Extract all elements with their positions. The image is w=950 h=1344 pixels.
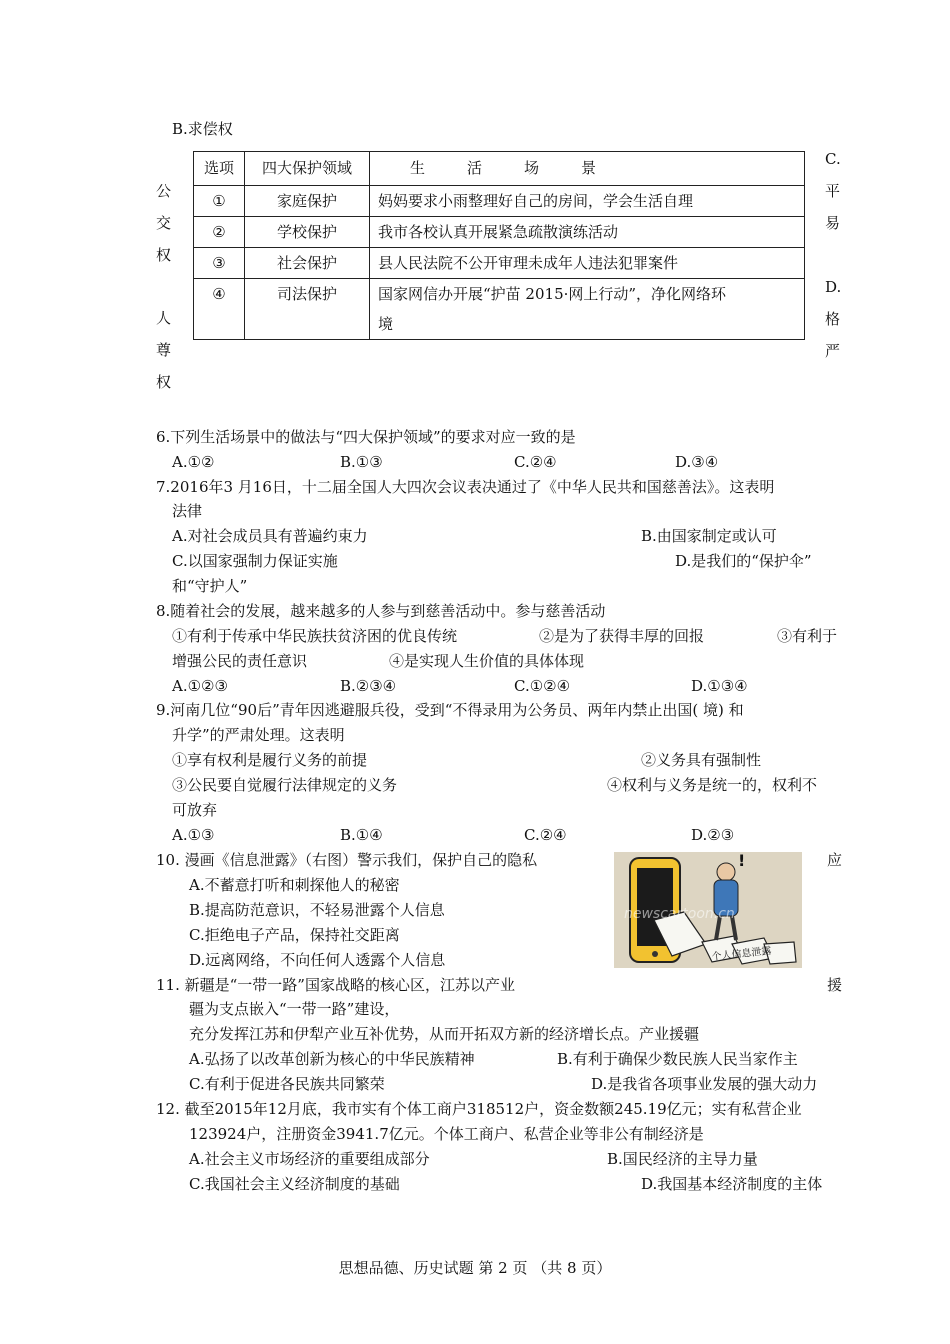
q11-option-a: A.弘扬了以改革创新为核心的中华民族精神 (189, 1050, 475, 1068)
q10-stem: 10. 漫画《信息泄露》（右图）警示我们，保护自己的隐私 (156, 851, 538, 869)
side-left-char: 权 (156, 246, 172, 264)
q12-stem: 12. 截至2015年12月底，我市实有个体工商户318512户，资金数额245.19亿元；实有私营企业 (156, 1100, 802, 1118)
side-left-char: 公 (156, 182, 172, 200)
q9-stem: 9.河南几位“90后”青年因逃避服兵役，受到“不得录用为公务员、两年内禁止出国( 境) 和 (156, 701, 744, 719)
q6-stem: 6.下列生活场景中的做法与“四大保护领域”的要求对应一致的是 (156, 428, 576, 446)
q12-option-b: B.国民经济的主导力量 (607, 1150, 758, 1168)
q9-statement-4-cont: 可放弃 (172, 801, 218, 819)
cartoon-watermark: newscartoon.cn (624, 906, 735, 922)
page-footer: 思想品德、历史试题 第 2 页 （共 8 页） (338, 1259, 612, 1277)
q6-option-b: B.①③ (340, 453, 383, 471)
q8-option-c: C.①②④ (514, 677, 571, 695)
table-row (194, 279, 805, 340)
q9-stem-cont: 升学”的严肃处理。这表明 (172, 726, 345, 744)
q7-option-c: C.以国家强制力保证实施 (172, 552, 338, 570)
row-scene-line: 境 (378, 315, 394, 333)
row-scene-line: 国家网信办开展“护苗 2015·网上行动”，净化网络环 (378, 285, 727, 303)
q6-option-c: C.②④ (514, 453, 557, 471)
q8-statement-3-cont: 增强公民的责任意识 (172, 652, 308, 670)
q8-stem: 8.随着社会的发展，越来越多的人参与到慈善活动中。参与慈善活动 (156, 602, 606, 620)
q10-option-d: D.远离网络，不向任何人透露个人信息 (189, 951, 446, 969)
row-num: ③ (194, 248, 245, 279)
side-left-char: 权 (156, 373, 172, 391)
q8-option-a: A.①②③ (172, 677, 228, 695)
row-num: ① (194, 186, 245, 217)
q7-option-a: A.对社会成员具有普遍约束力 (172, 527, 368, 545)
table-header-row (194, 152, 805, 186)
side-right-char: 平 (825, 182, 841, 200)
q12-option-d: D.我国基本经济制度的主体 (641, 1175, 823, 1193)
row-scene: 妈妈要求小雨整理好自己的房间，学会生活自理 (370, 186, 805, 217)
row-area: 社会保护 (245, 248, 370, 279)
row-area: 学校保护 (245, 217, 370, 248)
q9-option-d: D.②③ (691, 826, 735, 844)
q9-statement-3: ③公民要自觉履行法律规定的义务 (172, 776, 398, 794)
cartoon-caption: 个人信息泄露 (711, 945, 772, 963)
q11-stem-tail: 援 (827, 976, 843, 994)
q11-option-d: D.是我省各项事业发展的强大动力 (591, 1075, 818, 1093)
row-area: 家庭保护 (245, 186, 370, 217)
q8-option-b: B.②③④ (340, 677, 397, 695)
header-scene: 生活场景 (370, 152, 805, 186)
q9-statement-2: ②义务具有强制性 (641, 751, 762, 769)
q10-stem-tail: 应 (827, 851, 843, 869)
side-right-char: 格 (825, 310, 841, 328)
q8-statement-3: ③有利于 (777, 627, 838, 645)
q8-statement-1: ①有利于传承中华民族扶贫济困的优良传统 (172, 627, 458, 645)
row-num: ④ (194, 279, 245, 340)
side-left-char: 人 (156, 309, 172, 327)
row-area: 司法保护 (245, 279, 370, 340)
q10-option-b: B.提高防范意识，不轻易泄露个人信息 (189, 901, 445, 919)
info-leak-cartoon (614, 852, 802, 968)
q8-statement-2: ②是为了获得丰厚的回报 (539, 627, 705, 645)
q9-statement-1: ①享有权利是履行义务的前提 (172, 751, 368, 769)
side-right-char: C. (825, 150, 841, 168)
q7-stem: 7.2016年3 月16日，十二届全国人大四次会议表决通过了《中华人民共和国慈善法》。这表明 (156, 478, 775, 496)
side-right-char: 易 (825, 214, 841, 232)
q12-stem-cont: 123924户，注册资金3941.7亿元。个体工商户、私营企业等非公有制经济是 (189, 1125, 704, 1143)
side-right-char: D. (825, 278, 842, 296)
q10-option-c: C.拒绝电子产品，保持社交距离 (189, 926, 400, 944)
q11-option-b: B.有利于确保少数民族人民当家作主 (557, 1050, 798, 1068)
table-row (194, 186, 805, 217)
q7-option-d-cont: 和“守护人” (172, 577, 248, 595)
q9-option-a: A.①③ (172, 826, 215, 844)
q9-option-b: B.①④ (340, 826, 383, 844)
row-num: ② (194, 217, 245, 248)
svg-text:!: ! (738, 852, 746, 870)
option-b-compensation: B.求偿权 (172, 120, 233, 138)
q11-stem-cont2: 充分发挥江苏和伊犁产业互补优势，从而开拓双方新的经济增长点。产业援疆 (189, 1025, 700, 1043)
side-right-char: 严 (825, 342, 841, 360)
protection-table (193, 151, 805, 340)
q11-stem: 11. 新疆是“一带一路”国家战略的核心区，江苏以产业 (156, 976, 515, 994)
q7-option-b: B.由国家制定或认可 (641, 527, 777, 545)
side-left-char: 尊 (156, 341, 172, 359)
q7-option-d: D.是我们的“保护伞” (675, 552, 812, 570)
q6-option-a: A.①② (172, 453, 215, 471)
row-scene: 我市各校认真开展紧急疏散演练活动 (370, 217, 805, 248)
q11-option-c: C.有利于促进各民族共同繁荣 (189, 1075, 385, 1093)
side-left-char: 交 (156, 214, 172, 232)
header-area: 四大保护领域 (245, 152, 370, 186)
row-scene: 县人民法院不公开审理未成年人违法犯罪案件 (370, 248, 805, 279)
table-row (194, 217, 805, 248)
q9-option-c: C.②④ (524, 826, 567, 844)
q11-stem-cont: 疆为支点嵌入“一带一路”建设， (189, 1000, 400, 1018)
q12-option-c: C.我国社会主义经济制度的基础 (189, 1175, 400, 1193)
q8-statement-4: ④是实现人生价值的具体体现 (389, 652, 585, 670)
q10-option-a: A.不蓄意打听和刺探他人的秘密 (189, 876, 400, 894)
q12-option-a: A.社会主义市场经济的重要组成部分 (189, 1150, 430, 1168)
table-row (194, 248, 805, 279)
q8-option-d: D.①③④ (691, 677, 748, 695)
q6-option-d: D.③④ (675, 453, 719, 471)
header-option: 选项 (194, 152, 245, 186)
q9-statement-4: ④权利与义务是统一的，权利不 (607, 776, 818, 794)
row-scene (370, 279, 805, 340)
cartoon-illustration (614, 852, 802, 968)
q7-stem-cont: 法律 (172, 502, 203, 520)
